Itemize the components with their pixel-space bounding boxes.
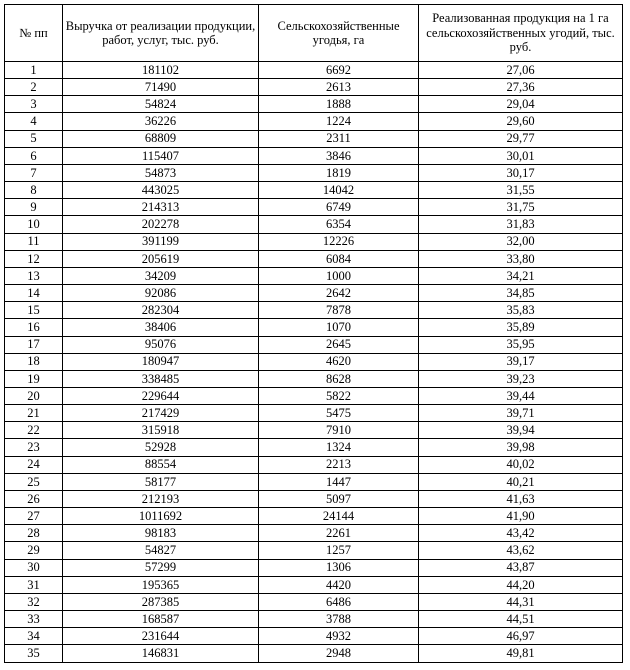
table-row xyxy=(5,628,623,645)
revenue-cell: 68809 xyxy=(63,130,259,147)
output-per-ha-cell: 35,95 xyxy=(419,336,623,353)
output-per-ha-cell: 30,01 xyxy=(419,147,623,164)
land-area-cell: 1324 xyxy=(259,439,419,456)
revenue-cell: 168587 xyxy=(63,611,259,628)
row-number-cell: 7 xyxy=(5,164,63,181)
row-number-cell: 25 xyxy=(5,473,63,490)
land-area-cell: 1888 xyxy=(259,96,419,113)
row-number-cell: 32 xyxy=(5,593,63,610)
land-area-cell: 1070 xyxy=(259,319,419,336)
revenue-cell: 57299 xyxy=(63,559,259,576)
revenue-cell: 54827 xyxy=(63,542,259,559)
row-number-cell: 10 xyxy=(5,216,63,233)
revenue-cell: 92086 xyxy=(63,285,259,302)
output-per-ha-cell: 35,89 xyxy=(419,319,623,336)
row-number-cell: 1 xyxy=(5,62,63,79)
land-area-cell: 7878 xyxy=(259,302,419,319)
output-per-ha-cell: 27,36 xyxy=(419,79,623,96)
col-header-revenue: Выручка от реализации продукции, работ, услуг, тыс. руб. xyxy=(63,5,259,62)
table-row xyxy=(5,164,623,181)
land-area-cell: 2948 xyxy=(259,645,419,663)
land-area-cell: 4932 xyxy=(259,628,419,645)
row-number-cell: 13 xyxy=(5,267,63,284)
output-per-ha-cell: 31,55 xyxy=(419,182,623,199)
row-number-cell: 30 xyxy=(5,559,63,576)
row-number-cell: 29 xyxy=(5,542,63,559)
row-number-cell: 19 xyxy=(5,370,63,387)
revenue-cell: 181102 xyxy=(63,62,259,79)
output-per-ha-cell: 29,77 xyxy=(419,130,623,147)
row-number-cell: 17 xyxy=(5,336,63,353)
output-per-ha-cell: 49,81 xyxy=(419,645,623,663)
row-number-cell: 22 xyxy=(5,422,63,439)
row-number-cell: 24 xyxy=(5,456,63,473)
revenue-cell: 195365 xyxy=(63,576,259,593)
row-number-cell: 31 xyxy=(5,576,63,593)
row-number-cell: 14 xyxy=(5,285,63,302)
revenue-cell: 287385 xyxy=(63,593,259,610)
header-row xyxy=(5,5,623,62)
row-number-cell: 5 xyxy=(5,130,63,147)
table-row xyxy=(5,576,623,593)
revenue-cell: 54873 xyxy=(63,164,259,181)
table-row xyxy=(5,267,623,284)
land-area-cell: 1447 xyxy=(259,473,419,490)
table-row xyxy=(5,353,623,370)
table-row xyxy=(5,645,623,663)
revenue-cell: 231644 xyxy=(63,628,259,645)
table-row xyxy=(5,387,623,404)
table-row xyxy=(5,250,623,267)
output-per-ha-cell: 31,75 xyxy=(419,199,623,216)
output-per-ha-cell: 30,17 xyxy=(419,164,623,181)
table-row xyxy=(5,439,623,456)
revenue-cell: 1011692 xyxy=(63,508,259,525)
output-per-ha-cell: 39,17 xyxy=(419,353,623,370)
output-per-ha-cell: 41,90 xyxy=(419,508,623,525)
table-row xyxy=(5,319,623,336)
output-per-ha-cell: 40,21 xyxy=(419,473,623,490)
land-area-cell: 5097 xyxy=(259,490,419,507)
revenue-cell: 338485 xyxy=(63,370,259,387)
revenue-cell: 58177 xyxy=(63,473,259,490)
revenue-cell: 205619 xyxy=(63,250,259,267)
row-number-cell: 16 xyxy=(5,319,63,336)
land-area-cell: 12226 xyxy=(259,233,419,250)
data-table xyxy=(4,4,623,663)
output-per-ha-cell: 39,98 xyxy=(419,439,623,456)
row-number-cell: 9 xyxy=(5,199,63,216)
land-area-cell: 2645 xyxy=(259,336,419,353)
revenue-cell: 443025 xyxy=(63,182,259,199)
land-area-cell: 5822 xyxy=(259,387,419,404)
land-area-cell: 2613 xyxy=(259,79,419,96)
output-per-ha-cell: 39,94 xyxy=(419,422,623,439)
table-row xyxy=(5,542,623,559)
output-per-ha-cell: 29,04 xyxy=(419,96,623,113)
revenue-cell: 98183 xyxy=(63,525,259,542)
row-number-cell: 15 xyxy=(5,302,63,319)
land-area-cell: 1819 xyxy=(259,164,419,181)
land-area-cell: 6354 xyxy=(259,216,419,233)
revenue-cell: 229644 xyxy=(63,387,259,404)
output-per-ha-cell: 27,06 xyxy=(419,62,623,79)
table-row xyxy=(5,508,623,525)
output-per-ha-cell: 41,63 xyxy=(419,490,623,507)
land-area-cell: 24144 xyxy=(259,508,419,525)
land-area-cell: 1224 xyxy=(259,113,419,130)
table-row xyxy=(5,96,623,113)
output-per-ha-cell: 34,21 xyxy=(419,267,623,284)
table-row xyxy=(5,216,623,233)
land-area-cell: 6084 xyxy=(259,250,419,267)
land-area-cell: 1000 xyxy=(259,267,419,284)
row-number-cell: 18 xyxy=(5,353,63,370)
revenue-cell: 391199 xyxy=(63,233,259,250)
land-area-cell: 3788 xyxy=(259,611,419,628)
col-header-row-number: № пп xyxy=(5,5,63,62)
land-area-cell: 5475 xyxy=(259,405,419,422)
output-per-ha-cell: 32,00 xyxy=(419,233,623,250)
row-number-cell: 6 xyxy=(5,147,63,164)
row-number-cell: 33 xyxy=(5,611,63,628)
row-number-cell: 3 xyxy=(5,96,63,113)
output-per-ha-cell: 34,85 xyxy=(419,285,623,302)
row-number-cell: 21 xyxy=(5,405,63,422)
table-row xyxy=(5,336,623,353)
row-number-cell: 23 xyxy=(5,439,63,456)
output-per-ha-cell: 43,42 xyxy=(419,525,623,542)
land-area-cell: 3846 xyxy=(259,147,419,164)
output-per-ha-cell: 31,83 xyxy=(419,216,623,233)
output-per-ha-cell: 44,51 xyxy=(419,611,623,628)
row-number-cell: 4 xyxy=(5,113,63,130)
table-row xyxy=(5,405,623,422)
land-area-cell: 2311 xyxy=(259,130,419,147)
row-number-cell: 28 xyxy=(5,525,63,542)
table-row xyxy=(5,233,623,250)
output-per-ha-cell: 40,02 xyxy=(419,456,623,473)
revenue-cell: 180947 xyxy=(63,353,259,370)
table-row xyxy=(5,182,623,199)
table-row xyxy=(5,559,623,576)
table-row xyxy=(5,113,623,130)
land-area-cell: 6749 xyxy=(259,199,419,216)
land-area-cell: 2642 xyxy=(259,285,419,302)
land-area-cell: 6692 xyxy=(259,62,419,79)
row-number-cell: 12 xyxy=(5,250,63,267)
revenue-cell: 88554 xyxy=(63,456,259,473)
table-row xyxy=(5,456,623,473)
output-per-ha-cell: 39,23 xyxy=(419,370,623,387)
land-area-cell: 7910 xyxy=(259,422,419,439)
table-row xyxy=(5,490,623,507)
table-row xyxy=(5,593,623,610)
table-row xyxy=(5,422,623,439)
land-area-cell: 6486 xyxy=(259,593,419,610)
table-row xyxy=(5,473,623,490)
revenue-cell: 202278 xyxy=(63,216,259,233)
land-area-cell: 14042 xyxy=(259,182,419,199)
table-row xyxy=(5,79,623,96)
table-row xyxy=(5,62,623,79)
row-number-cell: 20 xyxy=(5,387,63,404)
revenue-cell: 214313 xyxy=(63,199,259,216)
revenue-cell: 212193 xyxy=(63,490,259,507)
output-per-ha-cell: 39,44 xyxy=(419,387,623,404)
output-per-ha-cell: 46,97 xyxy=(419,628,623,645)
row-number-cell: 27 xyxy=(5,508,63,525)
table-row xyxy=(5,370,623,387)
land-area-cell: 2261 xyxy=(259,525,419,542)
revenue-cell: 36226 xyxy=(63,113,259,130)
table-row xyxy=(5,302,623,319)
land-area-cell: 1257 xyxy=(259,542,419,559)
col-header-output-per-ha: Реализованная продукция на 1 га сельскохозяйственных угодий, тыс. руб. xyxy=(419,5,623,62)
table-row xyxy=(5,199,623,216)
revenue-cell: 315918 xyxy=(63,422,259,439)
output-per-ha-cell: 39,71 xyxy=(419,405,623,422)
revenue-cell: 282304 xyxy=(63,302,259,319)
row-number-cell: 11 xyxy=(5,233,63,250)
land-area-cell: 1306 xyxy=(259,559,419,576)
table-row xyxy=(5,147,623,164)
table-row xyxy=(5,525,623,542)
land-area-cell: 4420 xyxy=(259,576,419,593)
revenue-cell: 95076 xyxy=(63,336,259,353)
col-header-land-area: Сельскохозяйственные угодья, га xyxy=(259,5,419,62)
table-row xyxy=(5,285,623,302)
row-number-cell: 2 xyxy=(5,79,63,96)
output-per-ha-cell: 43,87 xyxy=(419,559,623,576)
revenue-cell: 34209 xyxy=(63,267,259,284)
revenue-cell: 38406 xyxy=(63,319,259,336)
revenue-cell: 54824 xyxy=(63,96,259,113)
row-number-cell: 8 xyxy=(5,182,63,199)
row-number-cell: 35 xyxy=(5,645,63,663)
output-per-ha-cell: 43,62 xyxy=(419,542,623,559)
land-area-cell: 2213 xyxy=(259,456,419,473)
revenue-cell: 71490 xyxy=(63,79,259,96)
output-per-ha-cell: 44,31 xyxy=(419,593,623,610)
row-number-cell: 34 xyxy=(5,628,63,645)
row-number-cell: 26 xyxy=(5,490,63,507)
revenue-cell: 115407 xyxy=(63,147,259,164)
output-per-ha-cell: 33,80 xyxy=(419,250,623,267)
table-row xyxy=(5,130,623,147)
revenue-cell: 146831 xyxy=(63,645,259,663)
output-per-ha-cell: 35,83 xyxy=(419,302,623,319)
land-area-cell: 8628 xyxy=(259,370,419,387)
table-row xyxy=(5,611,623,628)
land-area-cell: 4620 xyxy=(259,353,419,370)
revenue-cell: 52928 xyxy=(63,439,259,456)
output-per-ha-cell: 44,20 xyxy=(419,576,623,593)
output-per-ha-cell: 29,60 xyxy=(419,113,623,130)
revenue-cell: 217429 xyxy=(63,405,259,422)
